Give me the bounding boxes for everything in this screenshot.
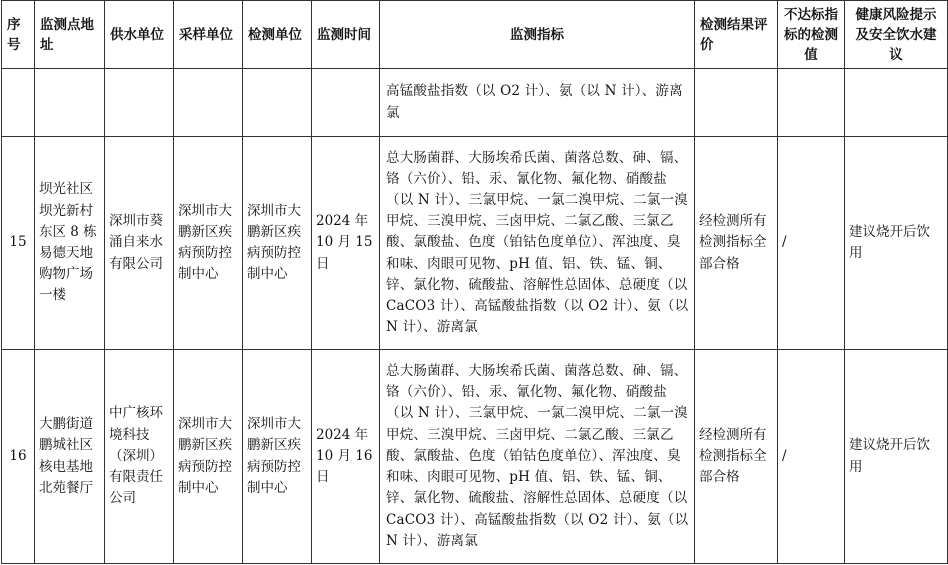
water-monitoring-table xyxy=(1,0,948,564)
cell-empty xyxy=(35,69,105,137)
cell-seq: 15 xyxy=(2,137,35,350)
header-sampler: 采样单位 xyxy=(174,1,243,69)
table-row-continuation xyxy=(2,69,948,137)
header-failed: 不达标指标的检测值 xyxy=(778,1,845,69)
cell-indicators-continued: 高锰酸盐指数（以 O2 计）、氨（以 N 计）、游离氯 xyxy=(380,69,695,137)
header-site: 监测点地址 xyxy=(35,1,105,69)
cell-empty xyxy=(845,69,948,137)
cell-site: 坝光社区坝光新村东区 8 栋易德天地购物广场一楼 xyxy=(35,137,105,350)
header-result: 检测结果评价 xyxy=(695,1,778,69)
cell-time: 2024 年 10 月 16 日 xyxy=(312,350,380,564)
cell-empty xyxy=(105,69,174,137)
cell-time: 2024 年 10 月 15 日 xyxy=(312,137,380,350)
cell-empty xyxy=(243,69,312,137)
cell-sampler: 深圳市大鹏新区疾病预防控制中心 xyxy=(174,350,243,564)
table-row xyxy=(2,137,948,350)
cell-tester: 深圳市大鹏新区疾病预防控制中心 xyxy=(243,350,312,564)
cell-empty xyxy=(312,69,380,137)
cell-advice: 建议烧开后饮用 xyxy=(845,350,948,564)
cell-indicators: 总大肠菌群、大肠埃希氏菌、菌落总数、砷、镉、铬（六价）、铅、汞、氰化物、氟化物、硝酸盐（以 N 计）、三氯甲烷、一氯二溴甲烷、二氯一溴甲烷、三溴甲烷、三卤甲烷、二氯乙酸、三氯乙酸、氯酸盐、色度（铂钴色度单位）、浑浊度、臭和味、肉眼可见物、pH 值、铝、铁、锰、铜、锌、氯化物、硫酸盐、溶解性总固体、总硬度（以 CaCO3 计）、高锰酸盐指数（以 O2 计）、氨（以 N 计）、游离氯 xyxy=(380,350,695,564)
cell-indicators: 总大肠菌群、大肠埃希氏菌、菌落总数、砷、镉、铬（六价）、铅、汞、氰化物、氟化物、硝酸盐（以 N 计）、三氯甲烷、一氯二溴甲烷、二氯一溴甲烷、三溴甲烷、三卤甲烷、二氯乙酸、三氯乙酸、氯酸盐、色度（铂钴色度单位）、浑浊度、臭和味、肉眼可见物、pH 值、铝、铁、锰、铜、锌、氯化物、硫酸盐、溶解性总固体、总硬度（以 CaCO3 计）、高锰酸盐指数（以 O2 计）、氨（以 N 计）、游离氯 xyxy=(380,137,695,350)
cell-empty xyxy=(778,69,845,137)
cell-supplier: 中广核环境科技（深圳）有限责任公司 xyxy=(105,350,174,564)
cell-seq: 16 xyxy=(2,350,35,564)
header-seq: 序号 xyxy=(2,1,35,69)
cell-failed: / xyxy=(778,350,845,564)
header-time: 监测时间 xyxy=(312,1,380,69)
header-indicators: 监测指标 xyxy=(380,1,695,69)
cell-failed: / xyxy=(778,137,845,350)
cell-empty xyxy=(2,69,35,137)
cell-advice: 建议烧开后饮用 xyxy=(845,137,948,350)
cell-empty xyxy=(174,69,243,137)
cell-site: 大鹏街道鹏城社区核电基地北苑餐厅 xyxy=(35,350,105,564)
cell-result: 经检测所有检测指标全部合格 xyxy=(695,350,778,564)
cell-sampler: 深圳市大鹏新区疾病预防控制中心 xyxy=(174,137,243,350)
header-advice: 健康风险提示及安全饮水建议 xyxy=(845,1,948,69)
table-header-row xyxy=(2,1,948,69)
header-supplier: 供水单位 xyxy=(105,1,174,69)
cell-empty xyxy=(695,69,778,137)
cell-supplier: 深圳市葵涌自来水有限公司 xyxy=(105,137,174,350)
cell-result: 经检测所有检测指标全部合格 xyxy=(695,137,778,350)
header-tester: 检测单位 xyxy=(243,1,312,69)
cell-tester: 深圳市大鹏新区疾病预防控制中心 xyxy=(243,137,312,350)
table-row xyxy=(2,350,948,564)
